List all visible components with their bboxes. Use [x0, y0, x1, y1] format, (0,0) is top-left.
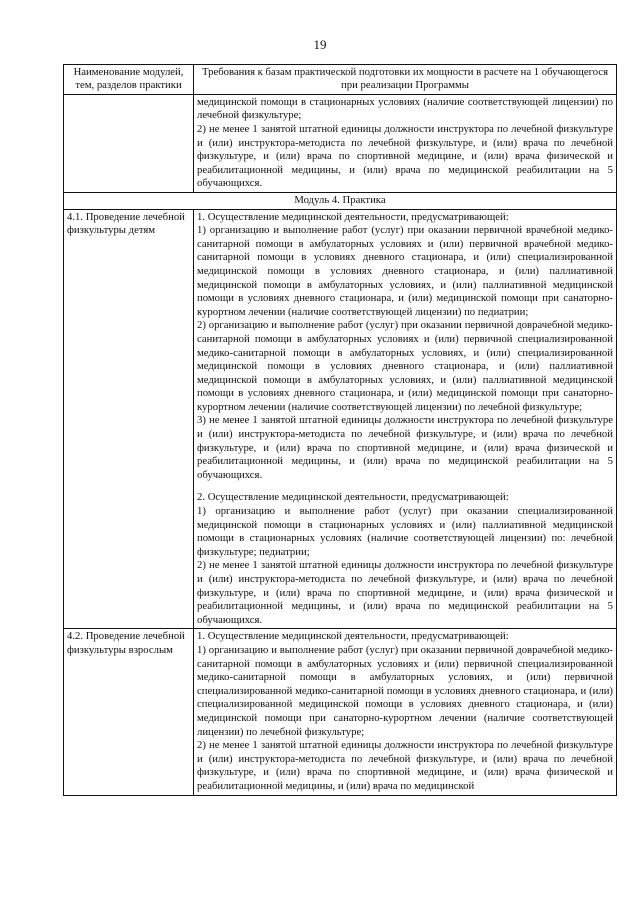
continuation-cell — [194, 94, 617, 192]
header-modules: Наименование модулей, тем, разделов практики — [64, 65, 194, 95]
requirements-cell — [194, 209, 617, 629]
requirement-paragraph: 2) не менее 1 занятой штатной единицы должности инструктора по лечебной физкультуре и (или) инструктора-методиста по лечебной физкультуре, и (или) врача по лечебной физкультуре, и (или) врача по спортивной медицине, и (или) врача физической и реабилитационной медицины, и (или) врача по медицинской реабилитации на 5 обучающихся. — [197, 559, 613, 626]
topic-name: 4.2. Проведение лечебной физкультуры взрослым — [64, 629, 194, 795]
module-heading-row — [64, 192, 617, 209]
paragraph-spacer — [197, 482, 613, 491]
module-heading: Модуль 4. Практика — [64, 192, 617, 209]
requirement-paragraph: 1. Осуществление медицинской деятельности, предусматривающей: — [197, 210, 509, 223]
requirement-paragraph: 2) организацию и выполнение работ (услуг) при оказании первичной доврачебной медико-санитарной помощи в амбулаторных условиях и (или) первичной специализированной медико-санитарной помощи в амбулаторных условиях, и (или) специализированной медицинской помощи в условиях дневного стационара, и (или) паллиативной медицинской помощи в амбулаторных условиях, и (или) паллиативной медицинской помощи в условиях дневного стационара, и (или) медицинской помощи при санаторно-курортном лечении (наличие соответствующей лицензии) по лечебной физкультуре; — [197, 319, 613, 413]
header-requirements: Требования к базам практической подготовки их мощности в расчете на 1 обучающегося при реализации Программы — [194, 65, 617, 95]
continuation-row — [64, 94, 617, 192]
table-row — [64, 209, 617, 629]
continuation-paragraph: 2) не менее 1 занятой штатной единицы должности инструктора по лечебной физкультуре и (или) инструктора-методиста по лечебной физкультуре, и (или) врача по лечебной физкультуре, и (или) врача по спортивной медицине, и (или) врача физической и реабилитационной медицины, и (или) врача по медицинской реабилитации на 5 обучающихся. — [197, 123, 613, 190]
continuation-empty-cell — [64, 94, 194, 192]
requirement-paragraph: 1) организацию и выполнение работ (услуг) при оказании первичной врачебной медико-санитарной помощи в амбулаторных условиях и (или) первичной врачебной медико-санитарной помощи в условиях дневного стационара, и (или) специализированной медицинской помощи в условиях дневного стационара, и (или) паллиативной медицинской помощи в амбулаторных условиях, и (или) паллиативной медицинской помощи в условиях дневного стационара, и (или) медицинской помощи при санаторно-курортном лечении (наличие соответствующей лицензии) по педиатрии; — [197, 224, 613, 318]
requirement-paragraph: 3) не менее 1 занятой штатной единицы должности инструктора по лечебной физкультуре и (или) инструктора-методиста по лечебной физкультуре, и (или) врача по лечебной физкультуре, и (или) врача по спортивной медицине, и (или) врача физической и реабилитационной медицины, и (или) врача по медицинской реабилитации на 5 обучающихся. — [197, 414, 613, 481]
continuation-paragraph: медицинской помощи в стационарных условиях (наличие соответствующей лицензии) по лечебной физкультуре; — [197, 95, 613, 122]
table-header-row — [64, 65, 617, 95]
page-number: 19 — [313, 37, 327, 52]
requirement-paragraph: 2) не менее 1 занятой штатной единицы должности инструктора по лечебной физкультуре и (или) инструктора-методиста по лечебной физкультуре, и (или) врача по лечебной физкультуре, и (или) врача по спортивной медицине, и (или) врача физической и реабилитационной медицины, и (или) врача по медицинской — [197, 739, 613, 792]
requirement-paragraph: 2. Осуществление медицинской деятельности, предусматривающей: — [197, 491, 509, 504]
table-row — [64, 629, 617, 795]
requirement-paragraph: 1. Осуществление медицинской деятельности, предусматривающей: — [197, 630, 509, 643]
requirements-table — [63, 64, 617, 796]
topic-name: 4.1. Проведение лечебной физкультуры детям — [64, 209, 194, 629]
requirement-paragraph: 1) организацию и выполнение работ (услуг) при оказании первичной доврачебной медико-санитарной помощи в амбулаторных условиях и (или) первичной специализированной медико-санитарной помощи в амбулаторных условиях, и (или) первичной специализированной медико-санитарной помощи в условиях дневного стационара, и (или) специализированной медицинской помощи в условиях дневного стационара, и (или) медицинской помощи при санаторно-курортном лечении (наличие соответствующей лицензии) по лечебной физкультуре; — [197, 643, 613, 738]
requirement-paragraph: 1) организацию и выполнение работ (услуг) при оказании специализированной медицинской помощи в стационарных условиях и (или) паллиативной медицинской помощи в стационарных условиях (наличие соответствующей лицензии) по: лечебной физкультуре; педиатрии; — [197, 505, 613, 558]
requirements-cell — [194, 629, 617, 795]
